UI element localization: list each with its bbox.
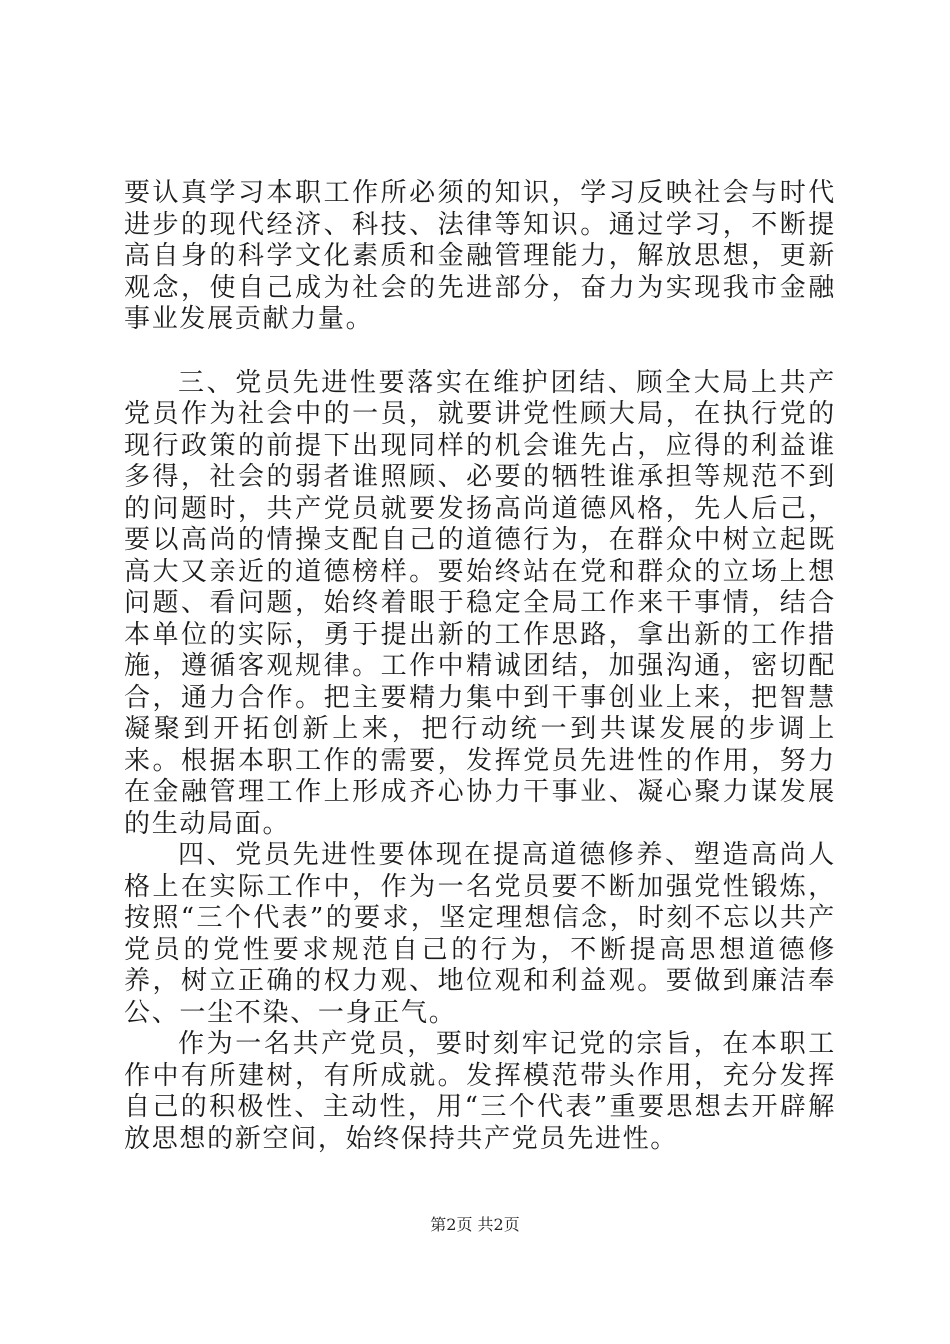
paragraph-section-four: 四、党员先进性要体现在提高道德修养、塑造高尚人格上在实际工作中，作为一名党员要不断加强党性锻炼，按照“三个代表”的要求，坚定理想信念，时刻不忘以共产党员的党性要求规范自己的行为，不断提高思想道德修养，树立正确的权力观、地位观和利益观。要做到廉洁奉公、一尘不染、一身正气。	[124, 840, 836, 1028]
paragraph-conclusion: 作为一名共产党员，要时刻牢记党的宗旨，在本职工作中有所建树，有所成就。发挥模范带头作用，充分发挥自己的积极性、主动性，用“三个代表”重要思想去开辟解放思想的新空间，始终保持共产党员先进性。	[124, 1029, 836, 1154]
page-footer	[0, 1215, 950, 1235]
document-body	[124, 178, 836, 1155]
page-number-indicator: 第2页 共2页	[430, 1215, 520, 1234]
paragraph-section-three: 三、党员先进性要落实在维护团结、顾全大局上共产党员作为社会中的一员，就要讲党性顾大局，在执行党的现行政策的前提下出现同样的机会谁先占，应得的利益谁多得，社会的弱者谁照顾、必要的牺牲谁承担等规范不到的问题时，共产党员就要发扬高尚道德风格，先人后己，要以高尚的情操支配自己的道德行为，在群众中树立起既高大又亲近的道德榜样。要始终站在党和群众的立场上想问题、看问题，始终着眼于稳定全局工作来干事情，结合本单位的实际，勇于提出新的工作思路，拿出新的工作措施，遵循客观规律。工作中精诚团结，加强沟通，密切配合，通力合作。把主要精力集中到干事创业上来，把智慧凝聚到开拓创新上来，把行动统一到共谋发展的步调上来。根据本职工作的需要，发挥党员先进性的作用，努力在金融管理工作上形成齐心协力干事业、凝心聚力谋发展的生动局面。	[124, 367, 836, 839]
paragraph-continuation: 要认真学习本职工作所必须的知识，学习反映社会与时代进步的现代经济、科技、法律等知识。通过学习，不断提高自身的科学文化素质和金融管理能力，解放思想，更新观念，使自己成为社会的先进部分，奋力为实现我市金融事业发展贡献力量。	[124, 178, 836, 334]
